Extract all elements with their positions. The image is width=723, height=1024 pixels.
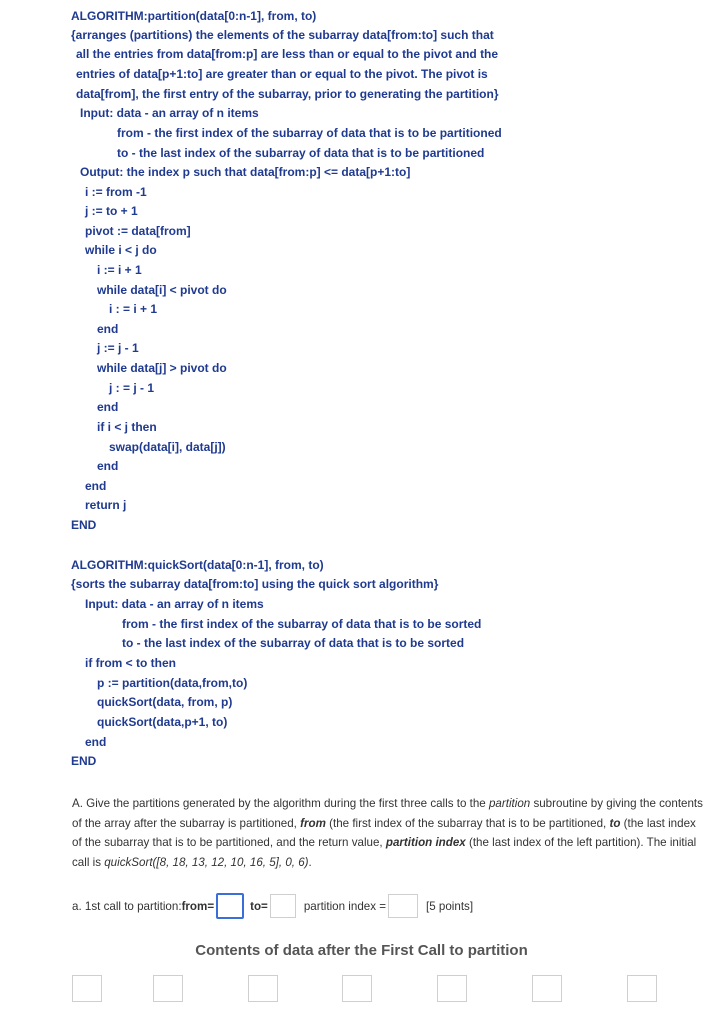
array-cell-input[interactable]: [532, 975, 562, 1002]
code-line: while data[j] > pivot do: [97, 361, 227, 375]
question-segment: to: [609, 816, 621, 830]
answer-row-label: a. 1st call to partition:: [72, 899, 182, 913]
question-segment: partition index: [385, 836, 466, 850]
quicksort-input-line: Input: data - an array of n items: [85, 597, 264, 611]
code-line: end: [97, 322, 119, 336]
points-label: [5 points]: [426, 899, 474, 913]
code-line: return j: [85, 498, 127, 512]
array-contents-inputs: [0, 975, 723, 1005]
code-line: quickSort(data,p+1, to): [97, 715, 228, 729]
code-line: END: [71, 754, 97, 768]
question-segment: (the last index of the subarray that is to be partitioned, and the return value,: [72, 816, 696, 850]
partition-desc-line: data[from], the first entry of the subarray, prior to generating the partition}: [76, 87, 499, 101]
quicksort-input-line: from - the first index of the subarray of data that is to be sorted: [122, 617, 482, 631]
contents-heading: Contents of data after the First Call to partition: [195, 942, 528, 959]
partition-header: ALGORITHM:partition(data[0:n-1], from, to): [71, 9, 317, 23]
partition-desc-line: {arranges (partitions) the elements of the subarray data[from:to] such that: [71, 28, 494, 42]
array-cell-input[interactable]: [627, 975, 657, 1002]
partition-input-line: from - the first index of the subarray of data that is to be partitioned: [117, 126, 502, 140]
quicksort-input-line: to - the last index of the subarray of data that is to be sorted: [122, 636, 465, 650]
code-line: quickSort(data, from, p): [97, 695, 233, 709]
code-line: end: [85, 479, 107, 493]
code-line: END: [71, 518, 97, 532]
question-segment: A. Give the partitions generated by the algorithm during the first three calls to the: [72, 797, 489, 810]
quicksort-desc-line: {sorts the subarray data[from:to] using the quick sort algorithm}: [71, 577, 439, 591]
question-segment: from: [300, 816, 326, 830]
partition-index-input[interactable]: [388, 894, 418, 918]
partition-desc-line: all the entries from data[from:p] are less than or equal to the pivot and the: [76, 47, 499, 61]
from-input[interactable]: [216, 893, 244, 919]
quicksort-header: ALGORITHM:quickSort(data[0:n-1], from, to): [71, 558, 324, 572]
question-segment: .: [308, 855, 312, 869]
question-segment: subroutine by giving the contents of the array after the subarray is partitioned,: [72, 797, 703, 830]
code-line: end: [97, 400, 119, 414]
code-line: p := partition(data,from,to): [97, 676, 248, 690]
to-label: to=: [250, 899, 268, 913]
to-input[interactable]: [270, 894, 296, 918]
partition-input-line: Input: data - an array of n items: [80, 106, 259, 120]
code-line: while i < j do: [85, 243, 157, 257]
code-line: i := from -1: [85, 185, 147, 199]
initial-call: quickSort([8, 18, 13, 12, 10, 16, 5], 0, 6): [104, 855, 309, 869]
partition-input-line: to - the last index of the subarray of data that is to be partitioned: [117, 146, 485, 160]
partition-desc-line: entries of data[p+1:to] are greater than or equal to the pivot. The pivot is: [76, 67, 488, 81]
partition-output-line: Output: the index p such that data[from:p] <= data[p+1:to]: [80, 165, 411, 179]
partition-index-label: partition index =: [303, 899, 387, 913]
code-line: i : = i + 1: [109, 302, 158, 316]
array-cell-input[interactable]: [437, 975, 467, 1002]
code-line: j : = j - 1: [109, 381, 155, 395]
code-line: if from < to then: [85, 656, 176, 670]
question-segment: (the last index of the left partition). The initial call is: [72, 836, 697, 869]
answer-row: [72, 893, 473, 919]
code-line: j := to + 1: [85, 204, 138, 218]
array-cell-input[interactable]: [153, 975, 183, 1002]
array-cell-input[interactable]: [248, 975, 278, 1002]
code-line: j := j - 1: [97, 341, 139, 355]
code-line: if i < j then: [97, 420, 157, 434]
question-text: [72, 794, 706, 872]
array-cell-input[interactable]: [72, 975, 102, 1002]
code-line: while data[i] < pivot do: [97, 283, 227, 297]
code-line: end: [97, 459, 119, 473]
from-label: from=: [181, 899, 215, 913]
array-cell-input[interactable]: [342, 975, 372, 1002]
code-line: swap(data[i], data[j]): [109, 440, 226, 454]
question-segment: partition: [488, 797, 531, 810]
question-segment: (the first index of the subarray that is to be partitioned,: [325, 816, 610, 830]
code-line: pivot := data[from]: [85, 224, 191, 238]
code-line: end: [85, 735, 107, 749]
code-line: i := i + 1: [97, 263, 142, 277]
